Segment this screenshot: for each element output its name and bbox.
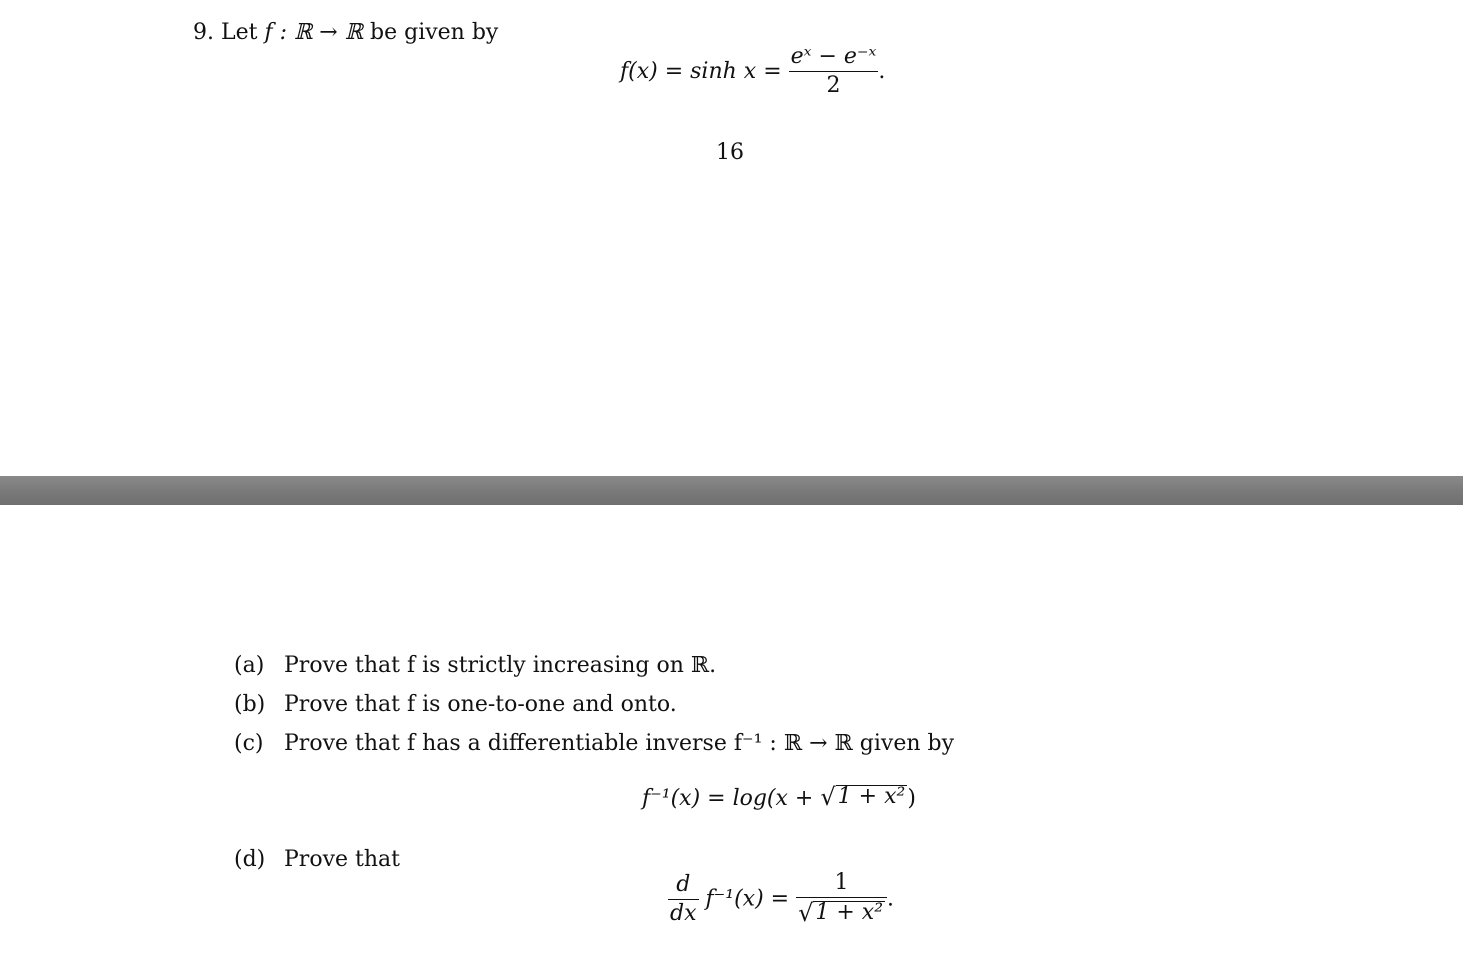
derivative-rhs-numerator: 1	[834, 870, 849, 895]
item-d-label: (d)	[234, 847, 266, 872]
derivative-denominator: dx	[670, 900, 697, 926]
derivative-sqrt	[798, 899, 885, 927]
inverse-lhs: f⁻¹(x) = log(x +	[642, 786, 814, 811]
item-b-text: Prove that f is one-to-one and onto.	[284, 692, 677, 717]
item-d-text: Prove that	[284, 847, 400, 872]
derivative-formula	[668, 872, 894, 926]
problem-intro-map: f : ℝ → ℝ	[264, 20, 364, 45]
item-b-label: (b)	[234, 692, 266, 717]
radical-sign: √	[820, 783, 836, 811]
radical-sign: √	[798, 899, 814, 927]
problem-number: 9.	[193, 20, 214, 45]
page-break-divider	[0, 476, 1463, 505]
problem-statement	[193, 20, 498, 45]
definition-denominator: 2	[789, 71, 879, 97]
problem-intro-tail: be given by	[370, 20, 499, 45]
inverse-formula	[642, 785, 916, 811]
derivative-middle: f⁻¹(x) =	[705, 886, 790, 912]
item-a	[234, 653, 716, 678]
definition-formula	[620, 46, 885, 97]
problem-intro-word: Let	[221, 20, 258, 45]
inverse-close: )	[907, 786, 916, 811]
derivative-rhs-fraction	[796, 872, 887, 926]
derivative-radicand: 1 + x²	[815, 900, 884, 925]
item-c	[234, 731, 954, 756]
definition-lhs: f(x) = sinh x =	[620, 59, 782, 84]
derivative-end: .	[887, 886, 895, 912]
derivative-numerator: d	[676, 871, 691, 897]
item-a-label: (a)	[234, 653, 265, 678]
item-c-text: Prove that f has a differentiable inverse f⁻¹ : ℝ → ℝ given by	[284, 731, 955, 756]
item-c-label: (c)	[234, 731, 264, 756]
definition-numerator: eˣ − e⁻ˣ	[790, 44, 877, 69]
definition-end: .	[878, 59, 886, 84]
item-d	[234, 847, 400, 872]
derivative-operator	[668, 871, 699, 926]
page-number: 16	[716, 140, 744, 165]
definition-fraction	[789, 46, 879, 97]
derivative-rhs-denominator	[796, 897, 887, 926]
item-b	[234, 692, 677, 717]
inverse-radicand: 1 + x²	[837, 784, 906, 809]
inverse-sqrt	[820, 783, 907, 811]
item-a-text: Prove that f is strictly increasing on ℝ.	[284, 653, 717, 678]
